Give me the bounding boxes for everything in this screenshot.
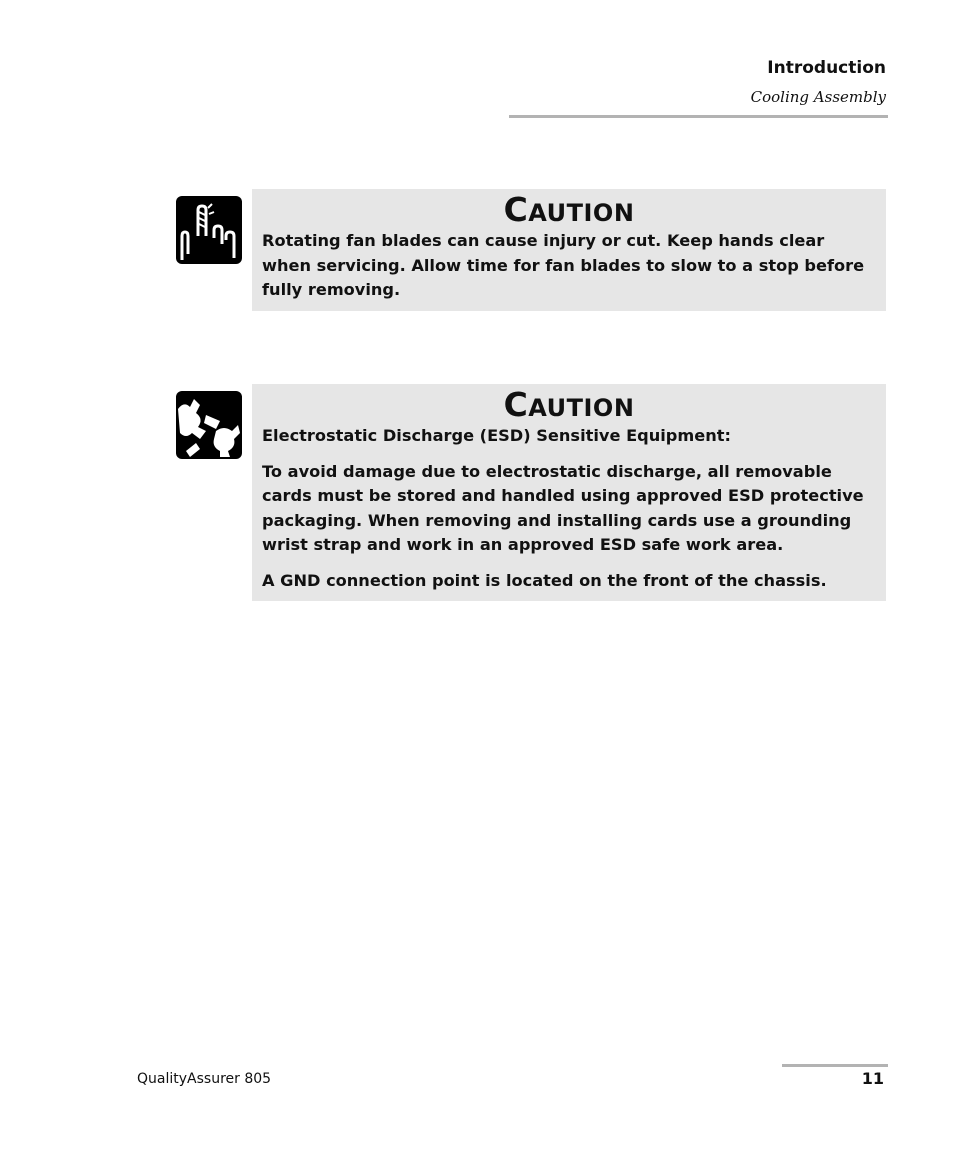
header-divider xyxy=(509,115,888,118)
esd-warning-icon xyxy=(176,391,242,459)
caution-text: To avoid damage due to electrostatic discharge, all removable cards must be stored and handled using approved ESD protective packaging. When removing and installing cards use a grounding wrist strap and work in an approved ESD safe work area. xyxy=(262,461,864,554)
caution-text: Rotating fan blades can cause injury or cut. Keep hands clear when servicing. Allow time for fan blades to slow to a stop before fully removing. xyxy=(262,231,865,299)
footer-divider xyxy=(782,1064,888,1067)
fan-blade-hand-warning-icon xyxy=(176,196,242,264)
caution-heading: CAUTION xyxy=(503,190,635,229)
caution-text: Electrostatic Discharge (ESD) Sensitive Equipment: xyxy=(262,426,731,445)
page-number: 11 xyxy=(861,1069,884,1088)
caution-text: A GND connection point is located on the front of the chassis. xyxy=(262,570,827,590)
product-name: QualityAssurer 805 xyxy=(137,1071,272,1087)
section-title: Cooling Assembly xyxy=(750,88,886,106)
caution-box xyxy=(252,384,886,601)
chapter-title: Introduction xyxy=(767,58,886,78)
caution-heading: CAUTION xyxy=(503,385,635,424)
caution-box xyxy=(252,189,886,311)
